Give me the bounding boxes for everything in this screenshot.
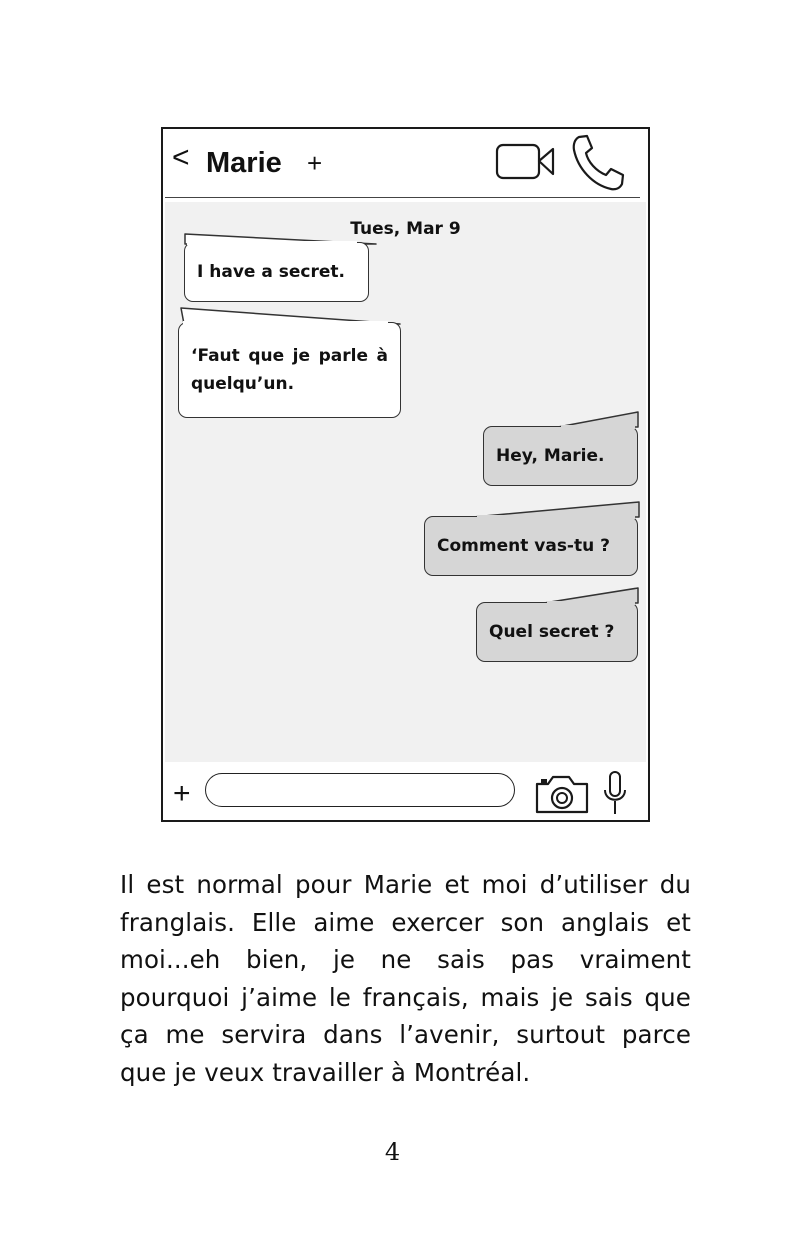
phone-handset-icon[interactable]	[569, 133, 631, 195]
chat-header	[163, 129, 648, 197]
video-camera-icon[interactable]	[495, 141, 557, 181]
message-input[interactable]	[205, 773, 515, 807]
plus-icon[interactable]: +	[307, 148, 323, 178]
camera-icon[interactable]	[533, 772, 591, 816]
contact-name: Marie	[206, 147, 282, 179]
message-bubble-outgoing	[424, 516, 638, 576]
phone-mockup	[161, 127, 650, 822]
message-bubble-incoming	[184, 242, 369, 302]
message-text: Comment vas-tu ?	[437, 536, 610, 556]
back-arrow-icon[interactable]: <	[172, 141, 190, 174]
bubble-seam	[477, 515, 635, 519]
composer-bar	[163, 762, 648, 820]
date-stamp: Tues, Mar 9	[350, 219, 461, 239]
message-text: Hey, Marie.	[496, 446, 605, 466]
message-bubble-outgoing	[483, 426, 638, 486]
message-bubble-incoming	[178, 322, 401, 418]
bubble-seam	[561, 425, 635, 429]
bubble-seam	[187, 241, 357, 245]
message-thread[interactable]	[165, 202, 646, 762]
message-text: Quel secret ?	[489, 622, 615, 642]
message-text: ‘Faut que je parle à quelqu’un.	[191, 346, 388, 394]
header-divider	[165, 197, 640, 198]
body-paragraph: Il est normal pour Marie et moi d’utiliser du franglais. Elle aime exercer son anglais et moi...eh bien, je ne sais pas vraiment pourquoi j’aime le français, mais je sais que ça me servira dans l’avenir, surtout parce que je veux travailler à Montréal.	[120, 870, 691, 1087]
bubble-seam	[183, 321, 388, 325]
message-bubble-outgoing	[476, 602, 638, 662]
page-number: 4	[384, 1138, 401, 1166]
message-text: I have a secret.	[197, 262, 345, 282]
bubble-seam	[547, 601, 635, 605]
microphone-icon[interactable]	[601, 770, 629, 818]
plus-icon[interactable]: +	[173, 777, 191, 810]
